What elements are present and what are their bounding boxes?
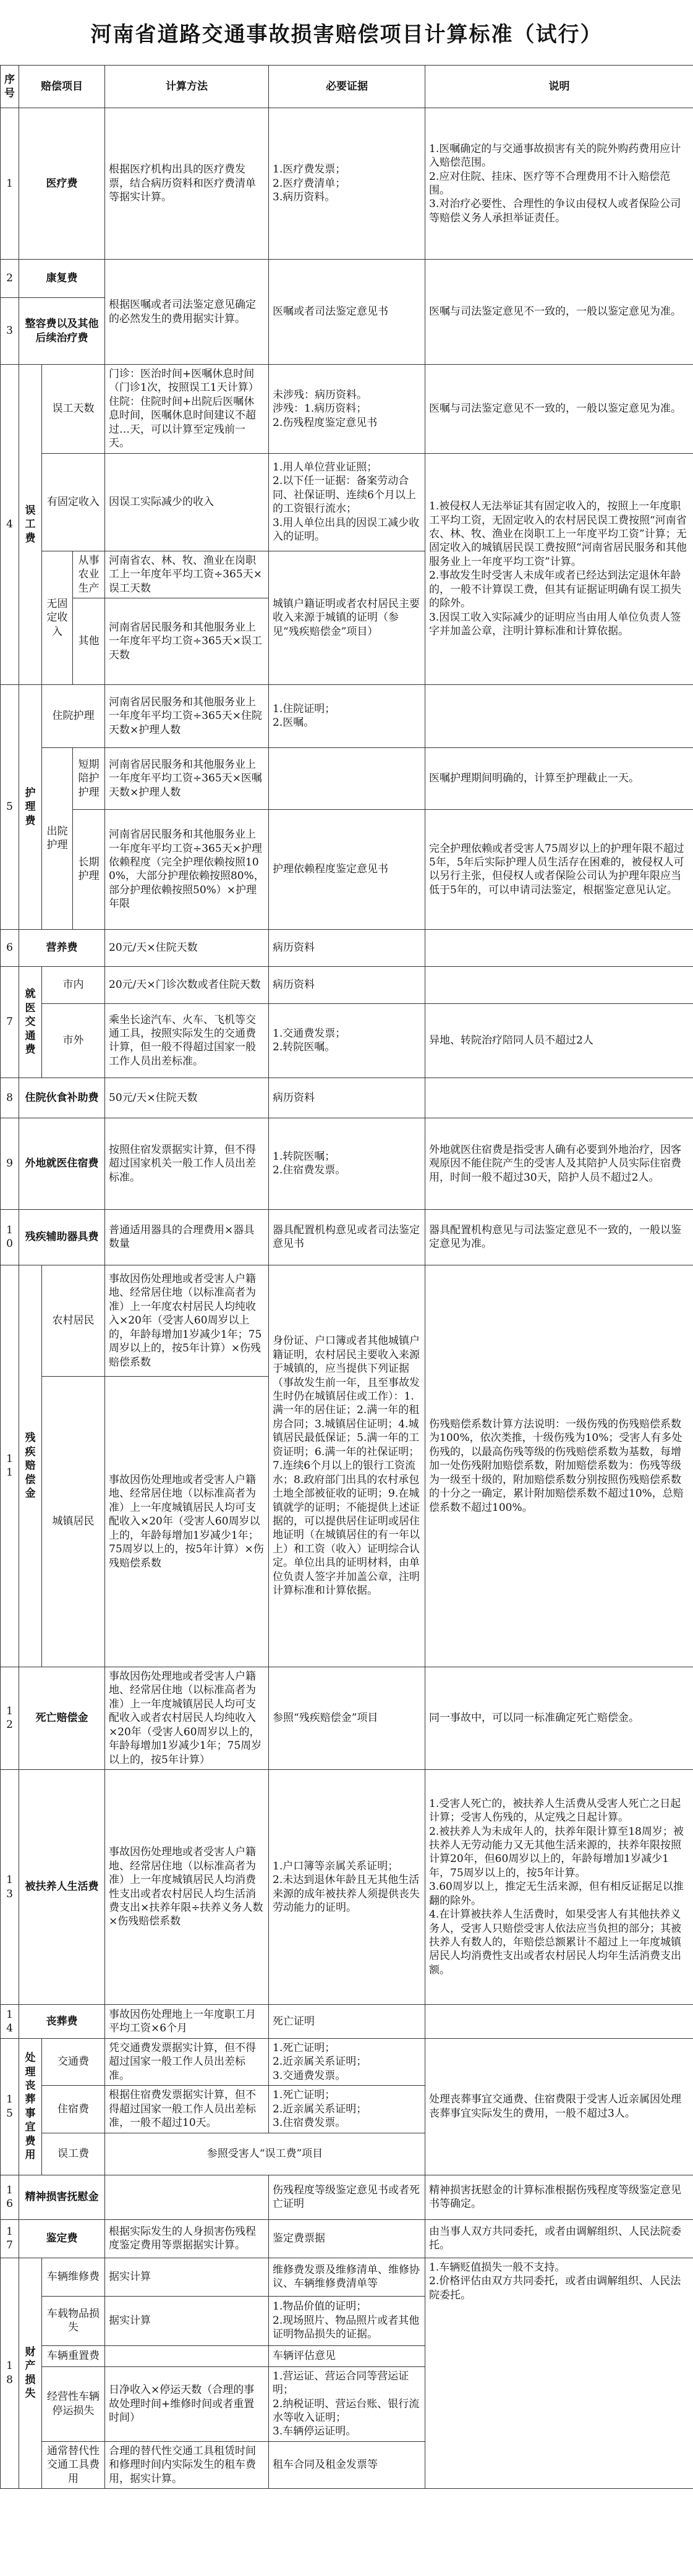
table-row: 其他 河南省居民服务和其他服务业上一年度年平均工资÷365天×误工天数 (1, 598, 693, 684)
table-row: 住宿费 根据住宿费发票据实计算，但不得超过国家一般工作人员出差标准，一般不超过10天。 1.死亡证明； 2.近亲属关系证明； 3.住宿费发票。 (1, 2086, 693, 2133)
table-row: 7 就医交通费 市内 20元/天×门诊次数或者住院天数 病历资料 (1, 966, 693, 1003)
table-row: 2 康复费 根据医嘱或者司法鉴定意见确定的必然发生的费用据实计算。 医嘱或者司法鉴定意见书 医嘱与司法鉴定意见不一致的，一般以鉴定意见为准。 (1, 260, 693, 298)
table-row: 9 外地就医住宿费 按照住宿发票据实计算，但不得超过国家机关一般工作人员出差标准。 1.转院医嘱； 2.住宿费发票。 外地就医住宿费是指受害人确有必要到外地治疗，因客观原因不能住院产生的受害人及其陪护人员实际住宿费用，时间一般不超过30天，陪护人员不超过2人。 (1, 1118, 693, 1209)
table-row: 通常替代性交通工具费用 合理的替代性交通工具租赁时间和修理时间内实际发生的租车费用，据实计算。 租车合同及租金发票等 (1, 2441, 693, 2488)
table-row: 16 精神损害抚慰金 伤残程度等级鉴定意见书或者死亡证明 精神损害抚慰金的计算标准根据伤残程度等级鉴定意见书等确定。 (1, 2175, 693, 2219)
table-row: 10 残疾辅助器具费 普通适用器具的合理费用×器具数量 器具配置机构意见或者司法鉴定意见书 器具配置机构意见与司法鉴定意见不一致的，一般以鉴定意见为准。 (1, 1209, 693, 1265)
table-row: 3 整容费以及其他后续治疗费 (1, 298, 693, 365)
table-row: 出院护理 短期陪护护理 河南省居民服务和其他服务业上一年度年平均工资÷365天×医嘱天数×护理人数 医嘱护理期间明确的，计算至护理截止一天。 (1, 747, 693, 809)
document-title: 河南省道路交通事故损害赔偿项目计算标准（试行） (90, 22, 603, 47)
table-row: 有固定收入 因误工实际减少的收入 1.用人单位营业证照； 2.以下任一证据：备案劳动合同、社保证明、连续6个月以上的工资银行流水； 3.用人单位出具的因误工减少收入的证明。 1.被侵权人无法举证其有固定收入的，按照上一年度职工平均工资，无固定收入的农村居民误工费按照“河南省农、林、牧、渔业在岗职工上一年度平均工资”计算；无固定收入的城镇居民误工费按照“河南省居民服务和其他服务业上一年度平均工资”计算。 2.事故发生时受害人未成年或者已经达到法定退休年龄的，一般不计算误工费，但其有证据证明确有误工损失的除外。 3.因误工收入实际减少的证明应当由用人单位负责人签字并加盖公章，注明计算标准和计算依据。 (1, 453, 693, 551)
table-row: 17 鉴定费 根据实际发生的人身损害伤残程度鉴定费用等票据据实计算。 鉴定费票据 由当事人双方共同委托，或者由调解组织、人民法院委托。 (1, 2219, 693, 2258)
table-row: 误工费 参照受害人“误工费”项目 (1, 2133, 693, 2175)
table-row: 13 被扶养人生活费 事故因伤处理地或者受害人户籍地、经常居住地（以标准高者为准）上一年度城镇居民人均消费性支出或者农村居民人均生活消费支出×扶养年限÷扶养义务人数×伤残赔偿系数 1.户口簿等亲属关系证明； 2.未达到退休年龄且无其他生活来源的成年被扶养人须提供丧失劳动能力的证明。 1.受害人死亡的，被扶养人生活费从受害人死亡之日起计算；受害人伤残的，从定残之日起计算。 2.被扶养人为未成年人的，扶养年限计算至18周岁；被扶养人无劳动能力又无其他生活来源的，扶养年限按照计算20年，但60周岁以上的，年龄每增加1岁减少1年，75周岁以上的，按5年计算。 3.60周岁以上，推定无生活来源，但有相反证据足以推翻的除外。 4.在计算被扶养人生活费时，如果受害人有其他扶养义务人，受害人只赔偿受害人依法应当负担的部分；其被扶养人有数人的，年赔偿总额累计不超过上一年度城镇居民人均消费性支出或者农村居民人均年生活消费支出额。 (1, 1770, 693, 2005)
table-row: 城镇居民 事故因伤处理地或者受害人户籍地、经常居住地（以标准高者为准）上一年度城镇居民人均可支配收入×20年（受害人60周岁以上的，年龄每增加1岁减少1年；75周岁以上的，按5年计算）×伤残赔偿系数 (1, 1376, 693, 1667)
table-row: 无固定收入 从事农业生产 河南省农、林、牧、渔业在岗职工上一年度年平均工资÷365天×误工天数 城镇户籍证明或者农村居民主要收入来源于城镇的证明（参见“残疾赔偿金”项目） (1, 551, 693, 598)
table-row: 11 残疾赔偿金 农村居民 事故因伤处理地或者受害人户籍地、经常居住地（以标准高者为准）上一年度农村居民人均纯收入×20年（受害人60周岁以上的，年龄每增加1岁减少1年；75周岁以上的，按5年计算）×伤残赔偿系数 身份证、户口簿或者其他城镇户籍证明，农村居民主要收入来源于城镇的，应当提供下列证据（事故发生前一年，且至事故发生时仍在城镇居住或工作）：1.满一年的居住证；2.满一年的租房合同；3.城镇居住证明；4.城镇居民最低保证；5.满一年的工资证明；6.满一年的社保证明；7.连续6个月以上的银行工资流水；8.政府部门出具的农村承包土地全部被征收的证明；9.在城镇就学的证明；不能提供上述证据的，可以提供居住证明或居住地证明（在城镇居住的有一年以上）和工资（收入）证明综合认定。单位出具的证明材料，由单位负责人签字并加盖公章，注明计算标准和计算依据。 伤残赔偿系数计算方法说明：一级伤残的伤残赔偿系数为100%，依次类推，十级伤残为10%；受害人有多处伤残的，以最高伤残等级的伤残赔偿系数为基数，每增加一处伤残附加赔偿系数，附加赔偿系数为：伤残等级为一级至十级的，附加赔偿系数分别按照伤残赔偿系数的十分之一确定，累计附加赔偿系数不超过10%，总赔偿系数不超过100%。 (1, 1265, 693, 1376)
table-row: 8 住院伙食补助费 50元/天×住院天数 病历资料 (1, 1078, 693, 1118)
table-row: 1 医疗费 根据医疗机构出具的医疗费发票，结合病历资料和医疗费清单等据实计算。 1.医疗费发票； 2.医疗费清单； 3.病历资料。 1.医嘱确定的与交通事故损害有关的院外购药费用应计入赔偿范围。 2.应对住院、挂床、医疗等不合理费用不计入赔偿范围。 3.对治疗必要性、合理性的争议由侵权人或者保险公司等赔偿义务人承担举证责任。 (1, 108, 693, 260)
table-row: 18 财产损失 车辆维修费 据实计算 维修费发票及维修清单、维修协议、车辆维修费清单等 1.车辆贬值损失一般不支持。 2.价格评估由双方共同委托，或者由调解组织、人民法院委托。 (1, 2258, 693, 2296)
table-row: 4 误工费 误工天数 门诊：医治时间+医嘱休息时间（门诊1次，按照误工1天计算） 住院：住院时间+出院后医嘱休息时间，医嘱休息时间建议不超过…天，可以计算至定残前一天。 未涉残：病历资料。 涉残：1.病历资料； 2.伤残程度鉴定意见书 医嘱与司法鉴定意见不一致的，一般以鉴定意见为准。 (1, 365, 693, 454)
table-row: 长期护理 河南省居民服务和其他服务业上一年度年平均工资÷365天×护理依赖程度（完全护理依赖按照100%，大部分护理依赖按照80%，部分护理依赖按照50%）×护理年限 护理依赖程度鉴定意见书 完全护理依赖或者受害人75周岁以上的护理年限不超过5年，5年后实际护理人员生活存在困难的，被侵权人可以另行主张，但侵权人或者保险公司认为护理年限应当低于5年的，可以申请司法鉴定，根据鉴定意见认定。 (1, 809, 693, 929)
table-row: 车辆重置费 车辆评估意见 (1, 2345, 693, 2366)
table-row: 5 护理费 住院护理 河南省居民服务和其他服务业上一年度年平均工资÷365天×住院天数×护理人数 1.住院证明； 2.医嘱。 (1, 684, 693, 747)
table-row: 6 营养费 20元/天×住院天数 病历资料 (1, 929, 693, 966)
header-item: 赔偿项目 (19, 66, 105, 108)
table-row: 15 处理丧葬事宜费用 交通费 凭交通费发票据实计算，但不得超过国家一般工作人员出差标准。 1.死亡证明； 2.近亲属关系证明； 3.交通费发票。 处理丧葬事宜交通费、住宿费限于受害人近亲属因处理丧葬事宜实际发生的费用，一般不超过3人。 (1, 2039, 693, 2086)
header-method: 计算方法 (105, 66, 269, 108)
table-row: 市外 乘坐长途汽车、火车、飞机等交通工具，按照实际发生的交通费计算，但一般不得超过国家一般工作人员出差标准。 1.交通费发票； 2.转院医嘱。 异地、转院治疗陪同人员不超过2人 (1, 1003, 693, 1078)
table-header-row (1, 66, 693, 108)
table-row: 14 丧葬费 事故因伤处理地上一年度职工月平均工资×6个月 死亡证明 (1, 2005, 693, 2039)
table-row: 经营性车辆停运损失 日净收入×停运天数（合理的事故处理时间+维修时间或者重置时间） 1.营运证、营运合同等营运证明； 2.纳税证明、营运台账、银行流水等收入证明； 3.车辆停运证明。 (1, 2366, 693, 2441)
header-note: 说明 (425, 66, 693, 108)
compensation-table (0, 65, 693, 2489)
header-evidence: 必要证据 (269, 66, 425, 108)
table-row: 车载物品损失 据实计算 1.物品价值的证明； 2.现场照片、物品照片或者其他证明物品损失的证据。 (1, 2296, 693, 2345)
table-row: 12 死亡赔偿金 事故因伤处理地或者受害人户籍地、经常居住地（以标准高者为准）上一年度城镇居民人均可支配收入或者农村居民人均纯收入×20年（受害人60周岁以上的，年龄每增加1岁减少1年；75周岁以上的，按5年计算） 参照“残疾赔偿金”项目 同一事故中，可以同一标准确定死亡赔偿金。 (1, 1667, 693, 1769)
header-no: 序号 (1, 66, 19, 108)
